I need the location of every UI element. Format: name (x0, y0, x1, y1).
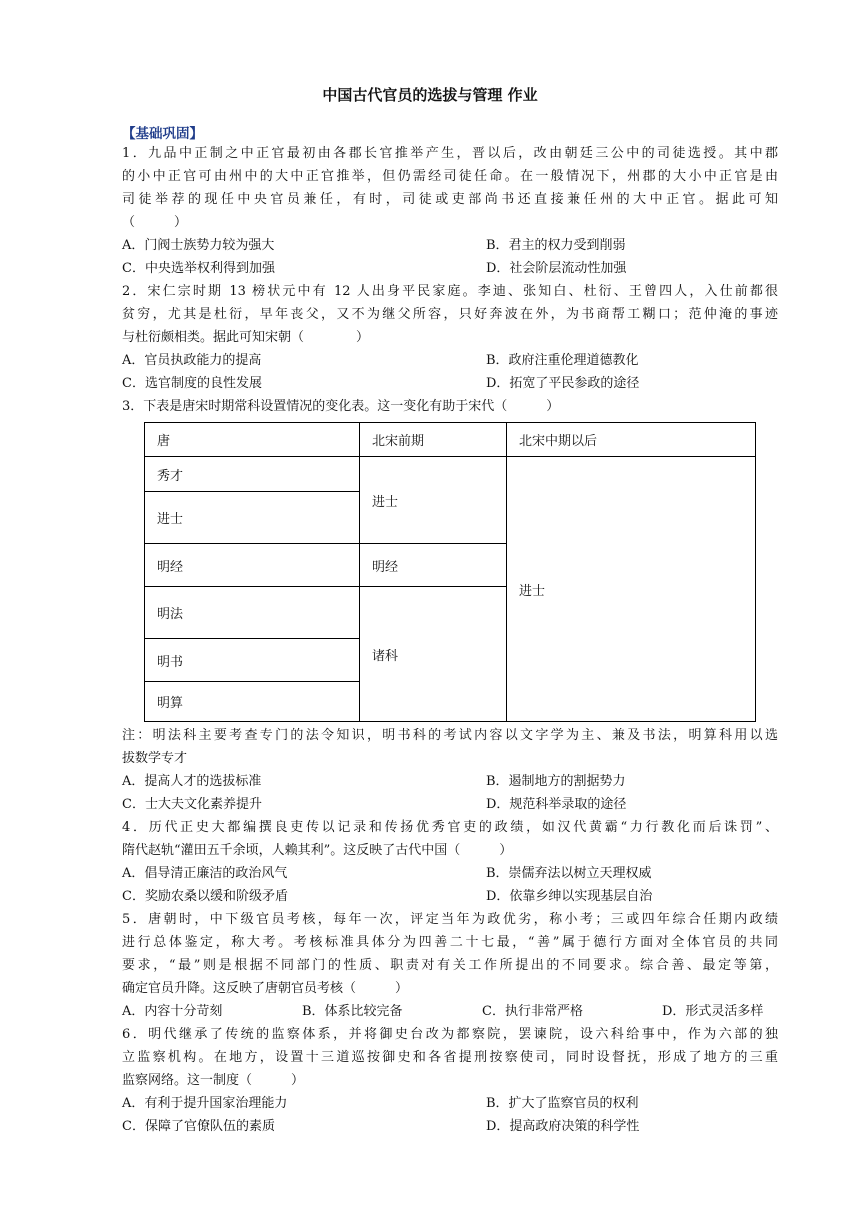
table-note: 注：明法科主要考查专门的法令知识，明书科的考试内容以文字学为主、兼及书法，明算科用以选 (122, 728, 778, 743)
page-title: 中国古代官员的选拔与管理 作业 (322, 86, 538, 104)
table-cell: 明经 (145, 544, 360, 587)
table-cell: 明法 (145, 587, 360, 639)
question-1 (122, 142, 778, 280)
option-d[interactable]: D．提高政府决策的科学性 (486, 1119, 640, 1134)
option-a[interactable]: A．门阀士族势力较为强大 (122, 238, 275, 253)
question-text: 的小中正官可由州中的大中正官推举，但仍需经司徒任命。在一般情况下，州郡的大小中正官是由 (122, 169, 778, 184)
question-3 (122, 395, 778, 816)
option-b[interactable]: B．崇儒弃法以树立天理权威 (486, 866, 652, 881)
table-header: 唐 (145, 423, 360, 457)
option-c[interactable]: C．奖励农桑以缓和阶级矛盾 (122, 889, 288, 904)
table-header: 北宋中期以后 (507, 423, 756, 457)
option-d[interactable]: D．依靠乡绅以实现基层自治 (486, 889, 653, 904)
option-d[interactable]: D．拓宽了平民参政的途径 (486, 376, 640, 391)
question-text: 1．九品中正制之中正官最初由各郡长官推举产生，晋以后，改由朝廷三公中的司徒选授。其中郡 (122, 146, 778, 161)
option-c[interactable]: C．中央选举权利得到加强 (122, 261, 275, 276)
table-note: 拔数学专才 (122, 751, 188, 766)
option-b[interactable]: B．体系比较完备 (302, 1004, 403, 1019)
options-row (122, 793, 778, 816)
option-c[interactable]: C．士大夫文化素养提升 (122, 797, 262, 812)
question-6 (122, 1023, 778, 1138)
option-b[interactable]: B．遏制地方的割据势力 (486, 774, 626, 789)
options-row (122, 349, 778, 372)
option-c[interactable]: C．执行非常严格 (482, 1004, 583, 1019)
question-2 (122, 280, 778, 395)
option-b[interactable]: B．政府注重伦理道德教化 (486, 353, 639, 368)
options-row (122, 770, 778, 793)
table-cell: 秀才 (145, 457, 360, 492)
table-cell: 诸科 (360, 587, 507, 722)
question-text: 司徒举荐的现任中央官员兼任，有时，司徒或吏部尚书还直接兼任州的大中正官。据此可知 (122, 192, 778, 207)
question-text: 监察网络。这一制度（ ） (122, 1073, 305, 1088)
option-a[interactable]: A．提高人才的选拔标准 (122, 774, 262, 789)
options-row (122, 372, 778, 395)
question-text: 立监察机构。在地方，设置十三道巡按御史和各省提刑按察使司，同时设督抚，形成了地方的三重 (122, 1050, 778, 1065)
table-header-row (145, 423, 756, 457)
question-text: 6．明代继承了传统的监察体系，并将御史台改为都察院，罢谏院，设六科给事中，作为六部的独 (122, 1027, 778, 1042)
question-text: 要求，“最”则是根据不同部门的性质、职责对有关工作所提出的不同要求。综合善、最定等第， (122, 958, 778, 973)
options-row (122, 234, 778, 257)
options-row (122, 1000, 778, 1023)
table-cell: 明经 (360, 544, 507, 587)
section-heading: 【基础巩固】 (122, 126, 203, 142)
option-a[interactable]: A．内容十分苛刻 (122, 1004, 223, 1019)
table-cell: 进士 (360, 457, 507, 544)
option-d[interactable]: D．社会阶层流动性加强 (486, 261, 627, 276)
questions (122, 142, 778, 1138)
option-d[interactable]: D．形式灵活多样 (662, 1004, 764, 1019)
option-a[interactable]: A．有利于提升国家治理能力 (122, 1096, 288, 1111)
question-text: 2．宋仁宗时期 13 榜状元中有 12 人出身平民家庭。李迪、张知白、杜衍、王曾四人，入仕前都很 (122, 284, 778, 299)
options-row (122, 1092, 778, 1115)
question-4 (122, 816, 778, 908)
question-text: （ ） (122, 215, 188, 230)
table-cell: 明算 (145, 682, 360, 722)
table-cell: 进士 (507, 457, 756, 722)
table-header: 北宋前期 (360, 423, 507, 457)
question-text: 隋代赵轨“灌田五千余顷，人赖其利”。这反映了古代中国（ ） (122, 843, 513, 858)
table-cell: 进士 (145, 492, 360, 544)
question-text: 4．历代正史大都编撰良吏传以记录和传扬优秀官吏的政绩，如汉代黄霸“力行教化而后诛罚”、 (122, 820, 778, 835)
question-text: 3．下表是唐宋时期常科设置情况的变化表。这一变化有助于宋代（ ） (122, 399, 560, 414)
option-a[interactable]: A．倡导清正廉洁的政治风气 (122, 866, 288, 881)
exam-subjects-table (144, 422, 756, 722)
options-row (122, 1115, 778, 1138)
option-b[interactable]: B．君主的权力受到削弱 (486, 238, 626, 253)
table-cell: 明书 (145, 639, 360, 682)
question-text: 确定官员升降。这反映了唐朝官员考核（ ） (122, 981, 409, 996)
options-row (122, 885, 778, 908)
option-c[interactable]: C．保障了官僚队伍的素质 (122, 1119, 275, 1134)
options-row (122, 862, 778, 885)
option-a[interactable]: A．官员执政能力的提高 (122, 353, 262, 368)
table-row (145, 457, 756, 492)
option-c[interactable]: C．选官制度的良性发展 (122, 376, 262, 391)
option-d[interactable]: D．规范科举录取的途径 (486, 797, 627, 812)
question-text: 与杜衍颇相类。据此可知宋朝（ ） (122, 330, 370, 345)
question-5 (122, 908, 778, 1023)
question-text: 5．唐朝时，中下级官员考核，每年一次，评定当年为政优劣，称小考；三或四年综合任期内政绩 (122, 912, 778, 927)
question-text: 进行总体鉴定，称大考。考核标准具体分为四善二十七最，“善”属于德行方面对全体官员的共同 (122, 935, 778, 950)
question-text: 贫穷，尤其是杜衍，早年丧父，又不为继父所容，只好奔波在外，为书商帮工糊口；范仲淹的事迹 (122, 307, 778, 322)
option-b[interactable]: B．扩大了监察官员的权利 (486, 1096, 639, 1111)
options-row (122, 257, 778, 280)
